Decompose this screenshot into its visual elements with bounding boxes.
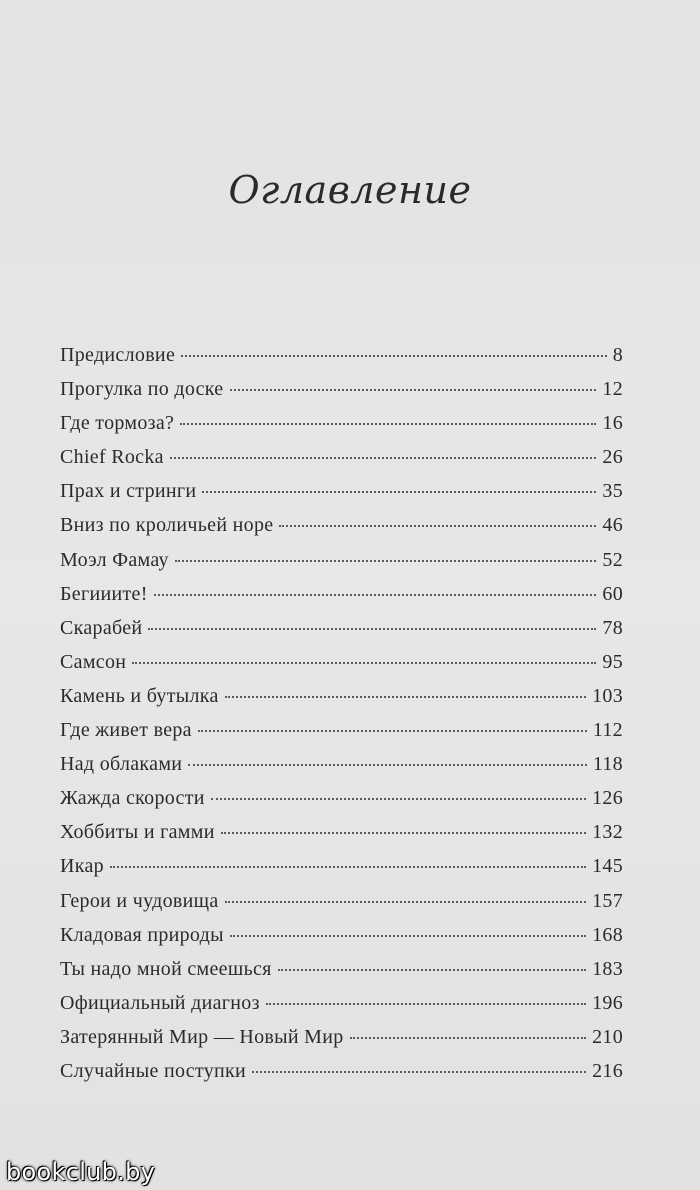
toc-entry bbox=[60, 549, 623, 583]
toc-entry bbox=[60, 855, 623, 889]
toc-entry-page: 46 bbox=[602, 514, 623, 537]
toc-entry bbox=[60, 651, 623, 685]
toc-entry bbox=[60, 412, 623, 446]
toc-entry bbox=[60, 617, 623, 651]
toc-entry-page: 196 bbox=[592, 991, 623, 1014]
dot-leader bbox=[350, 1037, 587, 1039]
toc-entry-title: Кладовая природы bbox=[60, 923, 224, 946]
toc-entry bbox=[60, 958, 623, 992]
toc-entry-page: 118 bbox=[592, 753, 623, 776]
dot-leader bbox=[188, 764, 587, 766]
dot-leader bbox=[181, 355, 607, 357]
dot-leader bbox=[198, 730, 587, 732]
toc-entry bbox=[60, 890, 623, 924]
toc-entry bbox=[60, 1060, 623, 1094]
toc-entry-title: Вниз по кроличьей норе bbox=[60, 514, 274, 537]
toc-entry-page: 132 bbox=[592, 821, 623, 844]
toc-entry bbox=[60, 1026, 623, 1060]
toc-entry bbox=[60, 787, 623, 821]
toc-entry-title: Где живет вера bbox=[60, 719, 192, 742]
dot-leader bbox=[170, 457, 597, 459]
toc-entry bbox=[60, 992, 623, 1026]
toc-entry bbox=[60, 719, 623, 753]
toc-entry-title: Официальный диагноз bbox=[60, 991, 260, 1014]
toc-entry-title: Прах и стринги bbox=[60, 480, 197, 503]
dot-leader bbox=[180, 423, 596, 425]
toc-entry-title: Икар bbox=[60, 855, 104, 878]
toc-entry bbox=[60, 480, 623, 514]
toc-entry-title: Камень и бутылка bbox=[60, 684, 219, 707]
dot-leader bbox=[225, 696, 586, 698]
toc-entry-page: 210 bbox=[592, 1025, 623, 1048]
toc-entry-page: 12 bbox=[602, 378, 623, 401]
dot-leader bbox=[221, 832, 586, 834]
dot-leader bbox=[148, 628, 596, 630]
dot-leader bbox=[278, 969, 586, 971]
toc-entry-title: Chief Rocka bbox=[60, 446, 164, 469]
toc-entry-title: Прогулка по доске bbox=[60, 378, 224, 401]
toc-entry-title: Ты надо мной смеешься bbox=[60, 957, 272, 980]
toc-entry-page: 112 bbox=[592, 719, 623, 742]
toc-entry-page: 126 bbox=[592, 787, 623, 810]
toc-entry-page: 60 bbox=[602, 582, 623, 605]
toc-entry-title: Самсон bbox=[60, 650, 127, 673]
toc-entry-title: Случайные поступки bbox=[60, 1059, 247, 1082]
dot-leader bbox=[266, 1003, 586, 1005]
dot-leader bbox=[132, 662, 596, 664]
toc-entry bbox=[60, 821, 623, 855]
dot-leader bbox=[279, 525, 596, 527]
toc-entry bbox=[60, 924, 623, 958]
dot-leader bbox=[230, 389, 597, 391]
toc-entry-title: Хоббиты и гамми bbox=[60, 821, 215, 844]
toc-entry bbox=[60, 583, 623, 617]
toc-entry-page: 145 bbox=[592, 855, 623, 878]
toc-entry-title: Затерянный Мир — Новый Мир bbox=[60, 1025, 344, 1048]
dot-leader bbox=[154, 594, 597, 596]
toc-entry-page: 8 bbox=[612, 344, 623, 366]
site-watermark: bookclub.by bbox=[6, 1158, 156, 1186]
toc-entry bbox=[60, 378, 623, 412]
dot-leader bbox=[252, 1071, 586, 1073]
toc-entry-page: 216 bbox=[592, 1059, 623, 1082]
toc-entry-page: 26 bbox=[602, 446, 623, 469]
toc-entry-page: 78 bbox=[602, 616, 623, 639]
toc-entry-page: 103 bbox=[592, 684, 623, 707]
dot-leader bbox=[230, 935, 586, 937]
toc-entry-title: Над облаками bbox=[60, 753, 183, 776]
page-title: Оглавление bbox=[228, 168, 472, 212]
dot-leader bbox=[211, 798, 586, 800]
toc-entry bbox=[60, 344, 623, 378]
toc-entry-title: Герои и чудовища bbox=[60, 889, 219, 912]
toc-entry-page: 183 bbox=[592, 957, 623, 980]
toc-entry-title: Где тормоза? bbox=[60, 412, 175, 435]
toc-entry-page: 35 bbox=[602, 480, 623, 503]
table-of-contents bbox=[60, 344, 623, 1094]
toc-entry-page: 16 bbox=[602, 412, 623, 435]
toc-entry bbox=[60, 753, 623, 787]
toc-entry-page: 95 bbox=[602, 650, 623, 673]
dot-leader bbox=[225, 901, 587, 903]
toc-entry-page: 168 bbox=[592, 923, 623, 946]
dot-leader bbox=[175, 560, 597, 562]
toc-entry bbox=[60, 685, 623, 719]
toc-entry-title: Предисловие bbox=[60, 344, 176, 366]
toc-entry-title: Бегииите! bbox=[60, 582, 148, 605]
toc-entry bbox=[60, 514, 623, 548]
toc-entry-title: Моэл Фамау bbox=[60, 548, 169, 571]
toc-entry-page: 52 bbox=[602, 548, 623, 571]
dot-leader bbox=[202, 491, 596, 493]
toc-entry-title: Скарабей bbox=[60, 616, 143, 639]
toc-entry-page: 157 bbox=[592, 889, 623, 912]
toc-entry bbox=[60, 446, 623, 480]
toc-entry-title: Жажда скорости bbox=[60, 787, 205, 810]
dot-leader bbox=[110, 866, 586, 868]
